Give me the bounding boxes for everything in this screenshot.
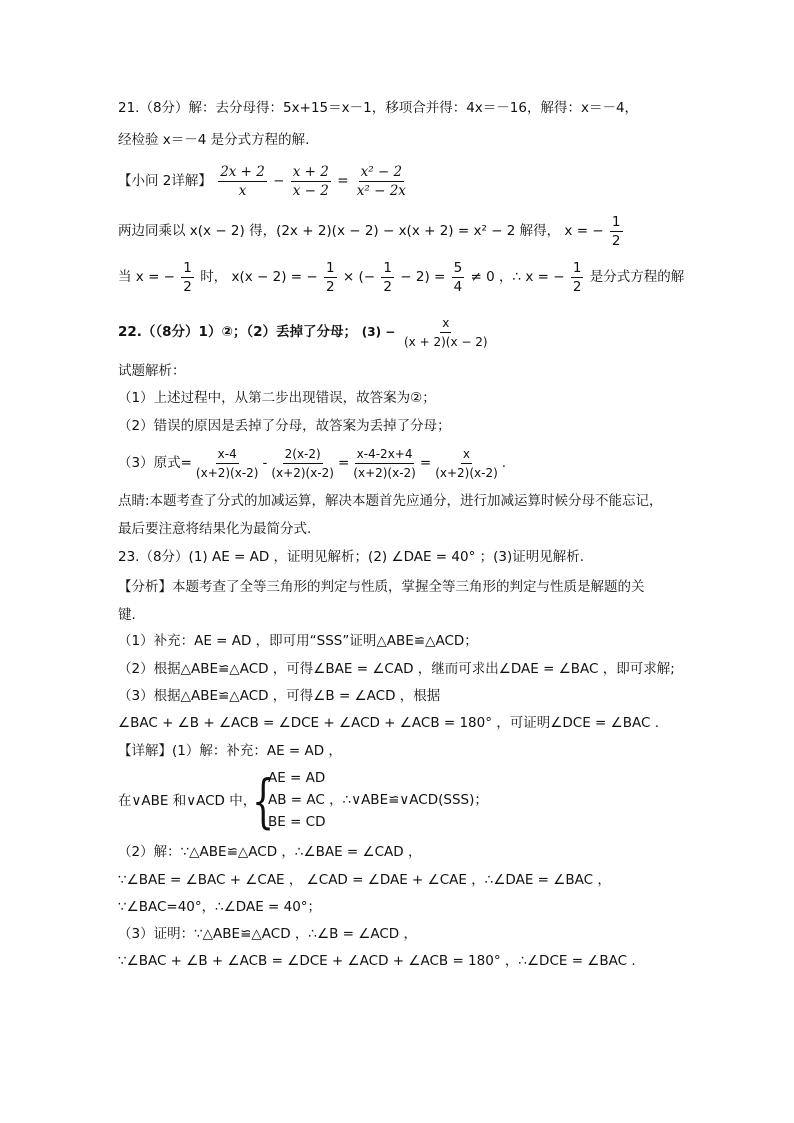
fraction: $\frac{5}{4}$ xyxy=(453,259,463,295)
q23-a4: ∠BAC + ∠B + ∠ACB = ∠DCE + ∠ACD + ∠ACB = 180° ，可证明∠DCE = ∠BAC . xyxy=(118,715,659,731)
q22-comment1: 点睛:本题考查了分式的加减运算，解决本题首先应通分，进行加减运算时候分母不能忘记， xyxy=(118,493,663,509)
q22-item2: （2）错误的原因是丢掉了分母，故答案为丢掉了分母； xyxy=(118,418,451,434)
fraction: $\frac{1}{2}$ xyxy=(572,259,582,295)
q22-item1: （1）上述过程中，从第二步出现错误，故答案为②； xyxy=(118,390,436,406)
q23-d1: 【详解】(1）解：补充：AE = AD ， xyxy=(118,743,342,759)
system-brace: { xyxy=(252,767,275,835)
fraction: $\frac{2x + 2}{x}$ xyxy=(220,163,265,199)
fraction: $\frac{x}{(x + 2)(x - 2)}$ xyxy=(404,315,488,349)
q21-line5: 当 x = − $\frac{1}{2}$ 时， x(x − 2) = − $\frac{1}{2}$ × (− $\frac{1}{2}$ − 2) = $\frac{5}{4}$ ≠ 0 ，∴ x = − $\frac{1}{2}$ 是分式方程的解 xyxy=(118,259,685,295)
system-row: AE = AD xyxy=(268,770,326,786)
q22-item3: （3）原式= $\frac{x-4}{(x+2)(x-2)}$ - $\frac{2(x-2)}{(x+2)(x-2)}$ = $\frac{x-4-2x+4}{(x+2)(x-2)}$ = $\frac{x}{(x+2)(x-2)}$ . xyxy=(118,446,507,480)
q23-p2b: ∵∠BAE = ∠BAC + ∠CAE ， ∠CAD = ∠DAE + ∠CAE ，∴∠DAE = ∠BAC ， xyxy=(118,872,611,888)
fraction: $\frac{2(x-2)}{(x+2)(x-2)}$ xyxy=(271,446,334,480)
q22-heading: 22.（（8分）1）②；（2）丢掉了分母； (3) − $\frac{x}{(x + 2)(x - 2)}$ xyxy=(118,315,488,349)
q23-p2c: ∵∠BAC=40°，∴∠DAE = 40°； xyxy=(118,899,322,915)
q21-line1: 21.（8分）解：去分母得：5x+15＝x－1，移项合并得：4x＝－16，解得：x＝－4， xyxy=(118,100,639,116)
part2-label: 【小问 2详解】 xyxy=(118,173,212,189)
equation-system xyxy=(268,767,488,833)
q23-p3a: （3）证明：∵△ABE≌△ACD ，∴∠B = ∠ACD ， xyxy=(118,926,417,942)
fraction: $\frac{\text{x² − 2}}{\text{x² − 2x}}$ xyxy=(356,163,406,199)
q23-a3: （3）根据△ABE≌△ACD ，可得∠B = ∠ACD ，根据 xyxy=(118,688,441,704)
fraction: $\frac{x + 2}{x - 2}$ xyxy=(292,163,329,199)
q21-line2: 经检验 x＝－4 是分式方程的解. xyxy=(118,132,310,148)
q23-p2a: （2）解：∵△ABE≌△ACD ，∴∠BAE = ∠CAD ， xyxy=(118,844,422,860)
q22-analysis-title: 试题解析： xyxy=(118,363,186,379)
fraction: $\frac{x-4-2x+4}{(x+2)(x-2)}$ xyxy=(353,446,416,480)
fraction: $\frac{x}{(x+2)(x-2)}$ xyxy=(435,446,498,480)
q23-p3b: ∵∠BAC + ∠B + ∠ACB = ∠DCE + ∠ACD + ∠ACB = 180° ，∴∠DCE = ∠BAC . xyxy=(118,953,636,969)
fraction: $\frac{1}{2}$ xyxy=(383,259,392,295)
q23-d2-prefix: 在∨ABE 和∨ACD 中， xyxy=(118,793,257,809)
fraction: $\frac{1}{2}$ xyxy=(611,213,621,249)
q22-comment2: 最后要注意将结果化为最简分式. xyxy=(118,521,312,537)
system-row: BE = CD xyxy=(268,814,326,830)
q21-part2-equation: 【小问 2详解】 $\frac{2x + 2}{x}$ − $\frac{x + 2}{x - 2}$ = $\frac{\text{x² − 2}}{\text{x² − 2x}}$ xyxy=(118,163,406,199)
q23-heading: 23.（8分）(1) AE = AD ，证明见解析；(2) ∠DAE = 40° ；(3)证明见解析. xyxy=(118,549,585,565)
fraction: $\frac{x-4}{(x+2)(x-2)}$ xyxy=(195,446,259,480)
q23-analysis1: 【分析】本题考查了全等三角形的判定与性质，掌握全等三角形的判定与性质是解题的关 xyxy=(118,579,645,595)
fraction: $\frac{1}{2}$ xyxy=(183,259,192,295)
q23-a1: （1）补充：AE = AD ，即可用“SSS”证明△ABE≌△ACD； xyxy=(118,633,478,649)
q23-analysis2: 键. xyxy=(118,607,136,623)
system-row: AB = AC ，∴∨ABE≌∨ACD(SSS)； xyxy=(268,792,488,808)
q21-line4: 两边同乘以 x(x − 2) 得，(2x + 2)(x − 2) − x(x + 2) = x² − 2 解得， x = − $\frac{1}{2}$ xyxy=(118,213,621,249)
q23-a2: （2）根据△ABE≌△ACD ，可得∠BAE = ∠CAD ，继而可求出∠DAE = ∠BAC ，即可求解; xyxy=(118,661,675,677)
fraction: $\frac{1}{2}$ xyxy=(325,259,335,295)
